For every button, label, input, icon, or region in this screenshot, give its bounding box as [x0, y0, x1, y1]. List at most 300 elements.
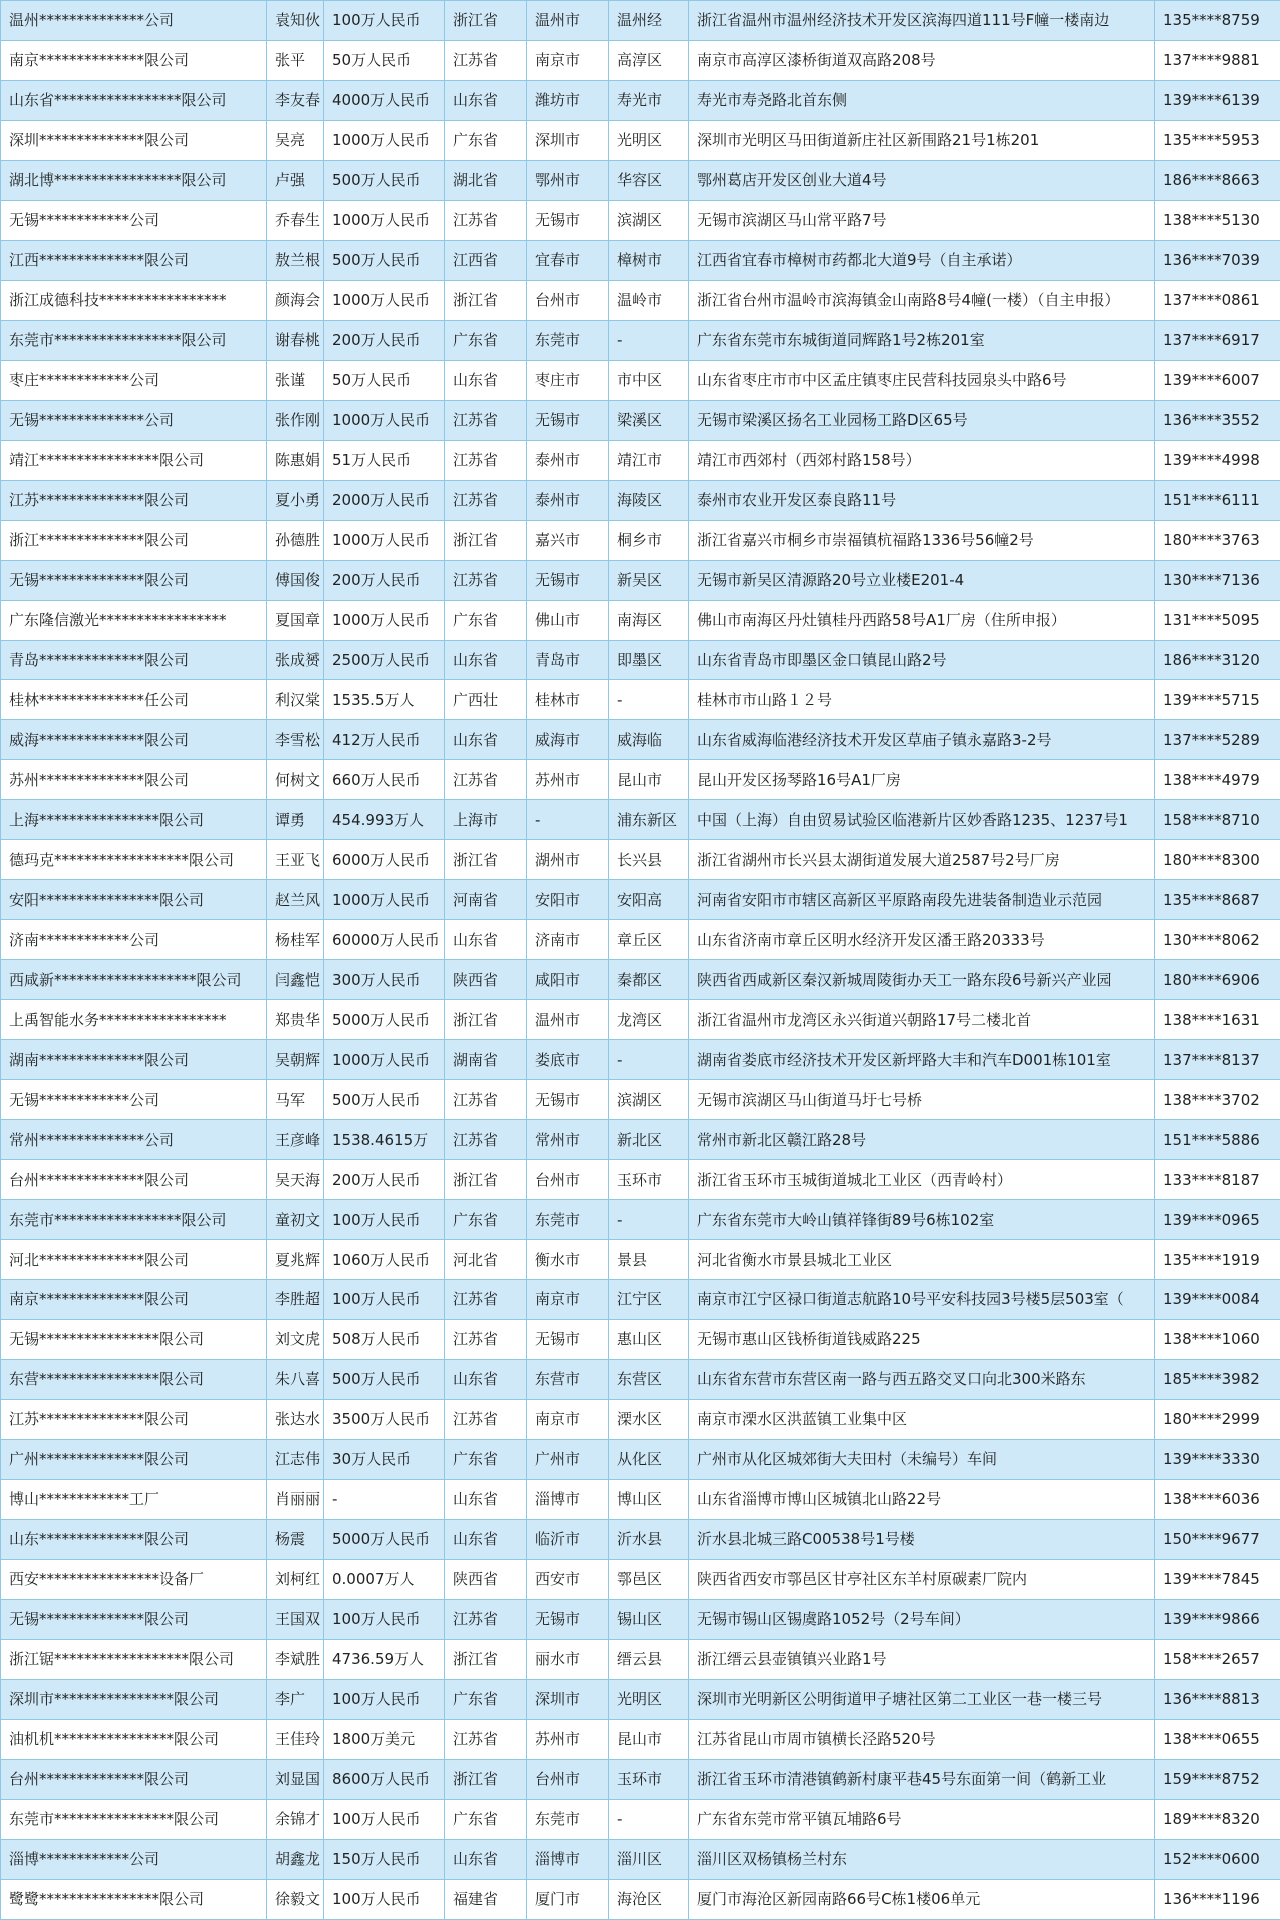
legal-person-cell: 吴朝辉 [267, 1040, 324, 1080]
company-name-cell: 南京**************限公司 [1, 40, 267, 80]
province-cell: 江苏省 [445, 440, 527, 480]
table-row [1, 1799, 1280, 1839]
table-row [1, 800, 1280, 840]
legal-person-cell: 刘柯红 [267, 1559, 324, 1599]
company-name-cell: 浙江成德科技***************** [1, 280, 267, 320]
legal-person-cell: 张达水 [267, 1399, 324, 1439]
phone-cell: 139****6139 [1155, 80, 1280, 120]
phone-cell: 138****5130 [1155, 200, 1280, 240]
table-row [1, 600, 1280, 640]
company-name-cell: 江苏**************限公司 [1, 480, 267, 520]
legal-person-cell: 何树文 [267, 760, 324, 800]
phone-cell: 133****8187 [1155, 1160, 1280, 1200]
legal-person-cell: 孙德胜 [267, 520, 324, 560]
company-name-cell: 油机机****************限公司 [1, 1719, 267, 1759]
table-row [1, 1519, 1280, 1559]
district-cell: - [609, 1040, 689, 1080]
legal-person-cell: 吴天海 [267, 1160, 324, 1200]
legal-person-cell: 童初文 [267, 1200, 324, 1240]
legal-person-cell: 朱八喜 [267, 1359, 324, 1399]
district-cell: 新吴区 [609, 560, 689, 600]
registered-capital-cell: 100万人民币 [324, 1280, 445, 1320]
legal-person-cell: 赵兰风 [267, 880, 324, 920]
company-name-cell: 山东**************限公司 [1, 1519, 267, 1559]
phone-cell: 159****8752 [1155, 1759, 1280, 1799]
phone-cell: 150****9677 [1155, 1519, 1280, 1559]
address-cell: 浙江缙云县壶镇镇兴业路1号 [689, 1639, 1155, 1679]
table-row [1, 1359, 1280, 1399]
address-cell: 中国（上海）自由贸易试验区临港新片区妙香路1235、1237号1 [689, 800, 1155, 840]
address-cell: 沂水县北城三路C00538号1号楼 [689, 1519, 1155, 1559]
table-row [1, 400, 1280, 440]
legal-person-cell: 江志伟 [267, 1439, 324, 1479]
legal-person-cell: 张作刚 [267, 400, 324, 440]
district-cell: 昆山市 [609, 760, 689, 800]
address-cell: 无锡市锡山区锡虞路1052号（2号车间） [689, 1599, 1155, 1639]
address-cell: 江西省宜春市樟树市药都北大道9号（自主承诺） [689, 240, 1155, 280]
registered-capital-cell: 50万人民币 [324, 360, 445, 400]
phone-cell: 186****3120 [1155, 640, 1280, 680]
legal-person-cell: 刘显国 [267, 1759, 324, 1799]
phone-cell: 136****1196 [1155, 1879, 1280, 1919]
table-row [1, 320, 1280, 360]
table-row [1, 1080, 1280, 1120]
address-cell: 靖江市西郊村（西郊村路158号） [689, 440, 1155, 480]
table-row [1, 1719, 1280, 1759]
legal-person-cell: 卢强 [267, 160, 324, 200]
address-cell: 无锡市梁溪区扬名工业园杨工路D区65号 [689, 400, 1155, 440]
city-cell: 泰州市 [527, 480, 609, 520]
registered-capital-cell: 51万人民币 [324, 440, 445, 480]
province-cell: 浙江省 [445, 520, 527, 560]
district-cell: 市中区 [609, 360, 689, 400]
company-name-cell: 浙江锯******************限公司 [1, 1639, 267, 1679]
province-cell: 山东省 [445, 1519, 527, 1559]
city-cell: 无锡市 [527, 400, 609, 440]
legal-person-cell: 张平 [267, 40, 324, 80]
legal-person-cell: 敖兰根 [267, 240, 324, 280]
city-cell: 深圳市 [527, 120, 609, 160]
registered-capital-cell: 300万人民币 [324, 960, 445, 1000]
city-cell: 东莞市 [527, 1200, 609, 1240]
legal-person-cell: 杨桂军 [267, 920, 324, 960]
district-cell: 昆山市 [609, 1719, 689, 1759]
registered-capital-cell: 412万人民币 [324, 720, 445, 760]
district-cell: 桐乡市 [609, 520, 689, 560]
registered-capital-cell: 500万人民币 [324, 160, 445, 200]
district-cell: 江宁区 [609, 1280, 689, 1320]
table-row [1, 80, 1280, 120]
table-row [1, 1120, 1280, 1160]
phone-cell: 139****0965 [1155, 1200, 1280, 1240]
address-cell: 浙江省玉环市玉城街道城北工业区（西青岭村） [689, 1160, 1155, 1200]
registered-capital-cell: 100万人民币 [324, 1879, 445, 1919]
phone-cell: 136****8813 [1155, 1679, 1280, 1719]
phone-cell: 137****0861 [1155, 280, 1280, 320]
district-cell: 滨湖区 [609, 200, 689, 240]
province-cell: 江苏省 [445, 1319, 527, 1359]
company-name-cell: 安阳****************限公司 [1, 880, 267, 920]
registered-capital-cell: 200万人民币 [324, 320, 445, 360]
registered-capital-cell: 454.993万人 [324, 800, 445, 840]
address-cell: 山东省枣庄市市中区孟庄镇枣庄民营科技园泉头中路6号 [689, 360, 1155, 400]
legal-person-cell: 张成赟 [267, 640, 324, 680]
city-cell: 东营市 [527, 1359, 609, 1399]
address-cell: 山东省青岛市即墨区金口镇昆山路2号 [689, 640, 1155, 680]
province-cell: 广东省 [445, 1439, 527, 1479]
address-cell: 深圳市光明区马田街道新庄社区新围路21号1栋201 [689, 120, 1155, 160]
table-row [1, 1599, 1280, 1639]
phone-cell: 135****8759 [1155, 1, 1280, 41]
company-name-cell: 常州**************公司 [1, 1120, 267, 1160]
legal-person-cell: 马军 [267, 1080, 324, 1120]
registered-capital-cell: 4736.59万人 [324, 1639, 445, 1679]
registered-capital-cell: 1000万人民币 [324, 600, 445, 640]
table-row [1, 920, 1280, 960]
company-name-cell: 无锡**************限公司 [1, 1599, 267, 1639]
province-cell: 江苏省 [445, 40, 527, 80]
phone-cell: 139****0084 [1155, 1280, 1280, 1320]
province-cell: 广东省 [445, 1200, 527, 1240]
phone-cell: 135****1919 [1155, 1240, 1280, 1280]
phone-cell: 151****5886 [1155, 1120, 1280, 1160]
company-name-cell: 温州**************公司 [1, 1, 267, 41]
province-cell: 广东省 [445, 600, 527, 640]
province-cell: 江苏省 [445, 760, 527, 800]
city-cell: 无锡市 [527, 1599, 609, 1639]
district-cell: 即墨区 [609, 640, 689, 680]
province-cell: 山东省 [445, 720, 527, 760]
table-row [1, 1879, 1280, 1919]
phone-cell: 151****6111 [1155, 480, 1280, 520]
legal-person-cell: 夏国章 [267, 600, 324, 640]
city-cell: 南京市 [527, 1280, 609, 1320]
district-cell: 溧水区 [609, 1399, 689, 1439]
legal-person-cell: 王亚飞 [267, 840, 324, 880]
address-cell: 无锡市滨湖区马山常平路7号 [689, 200, 1155, 240]
legal-person-cell: 陈惠娟 [267, 440, 324, 480]
company-name-cell: 东莞市*****************限公司 [1, 320, 267, 360]
registered-capital-cell: 5000万人民币 [324, 1519, 445, 1559]
company-name-cell: 济南************公司 [1, 920, 267, 960]
province-cell: 广东省 [445, 120, 527, 160]
district-cell: 从化区 [609, 1439, 689, 1479]
address-cell: 厦门市海沧区新园南路66号C栋1楼06单元 [689, 1879, 1155, 1919]
district-cell: 玉环市 [609, 1160, 689, 1200]
legal-person-cell: 夏小勇 [267, 480, 324, 520]
company-name-cell: 东莞市*****************限公司 [1, 1200, 267, 1240]
address-cell: 无锡市惠山区钱桥街道钱威路225 [689, 1319, 1155, 1359]
legal-person-cell: 郑贵华 [267, 1000, 324, 1040]
registered-capital-cell: 1000万人民币 [324, 120, 445, 160]
company-name-cell: 苏州**************限公司 [1, 760, 267, 800]
table-row [1, 960, 1280, 1000]
phone-cell: 158****2657 [1155, 1639, 1280, 1679]
district-cell: 章丘区 [609, 920, 689, 960]
province-cell: 上海市 [445, 800, 527, 840]
legal-person-cell: 夏兆辉 [267, 1240, 324, 1280]
district-cell: 寿光市 [609, 80, 689, 120]
table-row [1, 480, 1280, 520]
table-row [1, 1399, 1280, 1439]
registered-capital-cell: 508万人民币 [324, 1319, 445, 1359]
address-cell: 广东省东莞市大岭山镇祥锋街89号6栋102室 [689, 1200, 1155, 1240]
legal-person-cell: 袁知伙 [267, 1, 324, 41]
city-cell: 无锡市 [527, 200, 609, 240]
table-row [1, 280, 1280, 320]
province-cell: 江苏省 [445, 1080, 527, 1120]
table-row [1, 1280, 1280, 1320]
company-name-cell: 浙江**************限公司 [1, 520, 267, 560]
province-cell: 山东省 [445, 80, 527, 120]
registered-capital-cell: 100万人民币 [324, 1200, 445, 1240]
phone-cell: 138****6036 [1155, 1479, 1280, 1519]
province-cell: 江苏省 [445, 1399, 527, 1439]
address-cell: 浙江省温州市温州经济技术开发区滨海四道111号F幢一楼南边 [689, 1, 1155, 41]
phone-cell: 185****3982 [1155, 1359, 1280, 1399]
district-cell: 新北区 [609, 1120, 689, 1160]
registered-capital-cell: 150万人民币 [324, 1839, 445, 1879]
table-row [1, 1479, 1280, 1519]
company-name-cell: 无锡**************限公司 [1, 560, 267, 600]
legal-person-cell: 谭勇 [267, 800, 324, 840]
address-cell: 深圳市光明新区公明街道甲子塘社区第二工业区一巷一楼三号 [689, 1679, 1155, 1719]
registered-capital-cell: 1000万人民币 [324, 400, 445, 440]
province-cell: 浙江省 [445, 1639, 527, 1679]
city-cell: 淄博市 [527, 1479, 609, 1519]
phone-cell: 186****8663 [1155, 160, 1280, 200]
city-cell: 桂林市 [527, 680, 609, 720]
district-cell: 安阳高 [609, 880, 689, 920]
company-name-cell: 山东省*****************限公司 [1, 80, 267, 120]
phone-cell: 180****2999 [1155, 1399, 1280, 1439]
phone-cell: 136****7039 [1155, 240, 1280, 280]
company-name-cell: 无锡**************公司 [1, 400, 267, 440]
registered-capital-cell: 1000万人民币 [324, 200, 445, 240]
phone-cell: 139****3330 [1155, 1439, 1280, 1479]
registered-capital-cell: 200万人民币 [324, 560, 445, 600]
table-row [1, 1000, 1280, 1040]
district-cell: 威海临 [609, 720, 689, 760]
district-cell: 华容区 [609, 160, 689, 200]
phone-cell: 139****9866 [1155, 1599, 1280, 1639]
city-cell: 临沂市 [527, 1519, 609, 1559]
city-cell: 佛山市 [527, 600, 609, 640]
address-cell: 浙江省玉环市清港镇鹤新村康平巷45号东面第一间（鹤新工业 [689, 1759, 1155, 1799]
province-cell: 湖南省 [445, 1040, 527, 1080]
city-cell: 东莞市 [527, 320, 609, 360]
province-cell: 广东省 [445, 320, 527, 360]
district-cell: 惠山区 [609, 1319, 689, 1359]
city-cell: 娄底市 [527, 1040, 609, 1080]
company-name-cell: 江西**************限公司 [1, 240, 267, 280]
province-cell: 山东省 [445, 920, 527, 960]
table-row [1, 1559, 1280, 1599]
district-cell: 博山区 [609, 1479, 689, 1519]
table-row [1, 880, 1280, 920]
table-row [1, 1, 1280, 41]
phone-cell: 180****8300 [1155, 840, 1280, 880]
address-cell: 桂林市市山路１２号 [689, 680, 1155, 720]
district-cell: 龙湾区 [609, 1000, 689, 1040]
city-cell: 潍坊市 [527, 80, 609, 120]
legal-person-cell: 张谨 [267, 360, 324, 400]
table-row [1, 560, 1280, 600]
legal-person-cell: 李友春 [267, 80, 324, 120]
company-name-cell: 无锡************公司 [1, 200, 267, 240]
province-cell: 江苏省 [445, 1599, 527, 1639]
province-cell: 浙江省 [445, 280, 527, 320]
company-name-cell: 西安****************设备厂 [1, 1559, 267, 1599]
city-cell: 东莞市 [527, 1799, 609, 1839]
address-cell: 陕西省西咸新区秦汉新城周陵街办天工一路东段6号新兴产业园 [689, 960, 1155, 1000]
table-row [1, 1160, 1280, 1200]
district-cell: 沂水县 [609, 1519, 689, 1559]
registered-capital-cell: 2500万人民币 [324, 640, 445, 680]
address-cell: 南京市高淳区漆桥街道双高路208号 [689, 40, 1155, 80]
company-name-cell: 东营****************限公司 [1, 1359, 267, 1399]
phone-cell: 131****5095 [1155, 600, 1280, 640]
phone-cell: 180****6906 [1155, 960, 1280, 1000]
table-row [1, 360, 1280, 400]
table-row [1, 240, 1280, 280]
phone-cell: 136****3552 [1155, 400, 1280, 440]
phone-cell: 137****6917 [1155, 320, 1280, 360]
legal-person-cell: 乔春生 [267, 200, 324, 240]
address-cell: 鄂州葛店开发区创业大道4号 [689, 160, 1155, 200]
city-cell: 丽水市 [527, 1639, 609, 1679]
registered-capital-cell: 660万人民币 [324, 760, 445, 800]
city-cell: 常州市 [527, 1120, 609, 1160]
company-name-cell: 广州**************限公司 [1, 1439, 267, 1479]
legal-person-cell: 李雪松 [267, 720, 324, 760]
company-name-cell: 上禹智能水务***************** [1, 1000, 267, 1040]
legal-person-cell: 王彦峰 [267, 1120, 324, 1160]
company-name-cell: 深圳市****************限公司 [1, 1679, 267, 1719]
phone-cell: 138****3702 [1155, 1080, 1280, 1120]
company-name-cell: 台州**************限公司 [1, 1759, 267, 1799]
table-row [1, 720, 1280, 760]
phone-cell: 138****0655 [1155, 1719, 1280, 1759]
district-cell: 靖江市 [609, 440, 689, 480]
city-cell: 宜春市 [527, 240, 609, 280]
phone-cell: 135****5953 [1155, 120, 1280, 160]
province-cell: 江苏省 [445, 1120, 527, 1160]
city-cell: 温州市 [527, 1000, 609, 1040]
company-name-cell: 德玛克******************限公司 [1, 840, 267, 880]
phone-cell: 138****4979 [1155, 760, 1280, 800]
address-cell: 山东省济南市章丘区明水经济开发区潘王路20333号 [689, 920, 1155, 960]
table-row [1, 200, 1280, 240]
district-cell: 高淳区 [609, 40, 689, 80]
address-cell: 陕西省西安市鄠邑区甘亭社区东羊村原碳素厂院内 [689, 1559, 1155, 1599]
table-row [1, 1040, 1280, 1080]
city-cell: 台州市 [527, 280, 609, 320]
address-cell: 河南省安阳市市辖区高新区平原路南段先进装备制造业示范园 [689, 880, 1155, 920]
registered-capital-cell: 1538.4615万 [324, 1120, 445, 1160]
city-cell: 温州市 [527, 1, 609, 41]
province-cell: 江苏省 [445, 480, 527, 520]
legal-person-cell: 王佳玲 [267, 1719, 324, 1759]
registered-capital-cell: 4000万人民币 [324, 80, 445, 120]
address-cell: 江苏省昆山市周市镇横长泾路520号 [689, 1719, 1155, 1759]
district-cell: 淄川区 [609, 1839, 689, 1879]
province-cell: 浙江省 [445, 1160, 527, 1200]
city-cell: 衡水市 [527, 1240, 609, 1280]
province-cell: 浙江省 [445, 1000, 527, 1040]
registered-capital-cell: 100万人民币 [324, 1679, 445, 1719]
province-cell: 福建省 [445, 1879, 527, 1919]
district-cell: 温岭市 [609, 280, 689, 320]
district-cell: 玉环市 [609, 1759, 689, 1799]
address-cell: 湖南省娄底市经济技术开发区新坪路大丰和汽车D001栋101室 [689, 1040, 1155, 1080]
district-cell: - [609, 320, 689, 360]
company-name-cell: 湖北博*****************限公司 [1, 160, 267, 200]
district-cell: 浦东新区 [609, 800, 689, 840]
city-cell: 青岛市 [527, 640, 609, 680]
company-name-cell: 鹭鹭****************限公司 [1, 1879, 267, 1919]
registered-capital-cell: 3500万人民币 [324, 1399, 445, 1439]
province-cell: 河北省 [445, 1240, 527, 1280]
province-cell: 山东省 [445, 360, 527, 400]
district-cell: 光明区 [609, 120, 689, 160]
table-row [1, 1439, 1280, 1479]
city-cell: 淄博市 [527, 1839, 609, 1879]
table-row [1, 160, 1280, 200]
province-cell: 江苏省 [445, 1719, 527, 1759]
district-cell: - [609, 1799, 689, 1839]
address-cell: 广东省东莞市常平镇瓦埔路6号 [689, 1799, 1155, 1839]
city-cell: 台州市 [527, 1759, 609, 1799]
legal-person-cell: 杨震 [267, 1519, 324, 1559]
phone-cell: 158****8710 [1155, 800, 1280, 840]
table-row [1, 840, 1280, 880]
city-cell: 无锡市 [527, 1080, 609, 1120]
table-row [1, 1639, 1280, 1679]
district-cell: 光明区 [609, 1679, 689, 1719]
phone-cell: 137****8137 [1155, 1040, 1280, 1080]
registered-capital-cell: 1060万人民币 [324, 1240, 445, 1280]
table-row [1, 1679, 1280, 1719]
address-cell: 河北省衡水市景县城北工业区 [689, 1240, 1155, 1280]
registered-capital-cell: 1000万人民币 [324, 880, 445, 920]
address-cell: 无锡市滨湖区马山街道马圩七号桥 [689, 1080, 1155, 1120]
district-cell: 南海区 [609, 600, 689, 640]
company-name-cell: 无锡************公司 [1, 1080, 267, 1120]
registered-capital-cell: 1535.5万人 [324, 680, 445, 720]
province-cell: 浙江省 [445, 1759, 527, 1799]
province-cell: 广西壮 [445, 680, 527, 720]
address-cell: 浙江省台州市温岭市滨海镇金山南路8号4幢(一楼）（自主申报） [689, 280, 1155, 320]
company-name-cell: 桂林**************任公司 [1, 680, 267, 720]
city-cell: 枣庄市 [527, 360, 609, 400]
table-row [1, 1759, 1280, 1799]
registered-capital-cell: 50万人民币 [324, 40, 445, 80]
address-cell: 淄川区双杨镇杨兰村东 [689, 1839, 1155, 1879]
company-name-cell: 东莞市****************限公司 [1, 1799, 267, 1839]
province-cell: 江苏省 [445, 560, 527, 600]
legal-person-cell: 利汉棠 [267, 680, 324, 720]
table-row [1, 520, 1280, 560]
phone-cell: 139****7845 [1155, 1559, 1280, 1599]
legal-person-cell: 刘文虎 [267, 1319, 324, 1359]
phone-cell: 139****4998 [1155, 440, 1280, 480]
address-cell: 广东省东莞市东城街道同辉路1号2栋201室 [689, 320, 1155, 360]
address-cell: 山东省淄博市博山区城镇北山路22号 [689, 1479, 1155, 1519]
company-name-cell: 广东隆信激光***************** [1, 600, 267, 640]
phone-cell: 189****8320 [1155, 1799, 1280, 1839]
company-name-cell: 枣庄************公司 [1, 360, 267, 400]
